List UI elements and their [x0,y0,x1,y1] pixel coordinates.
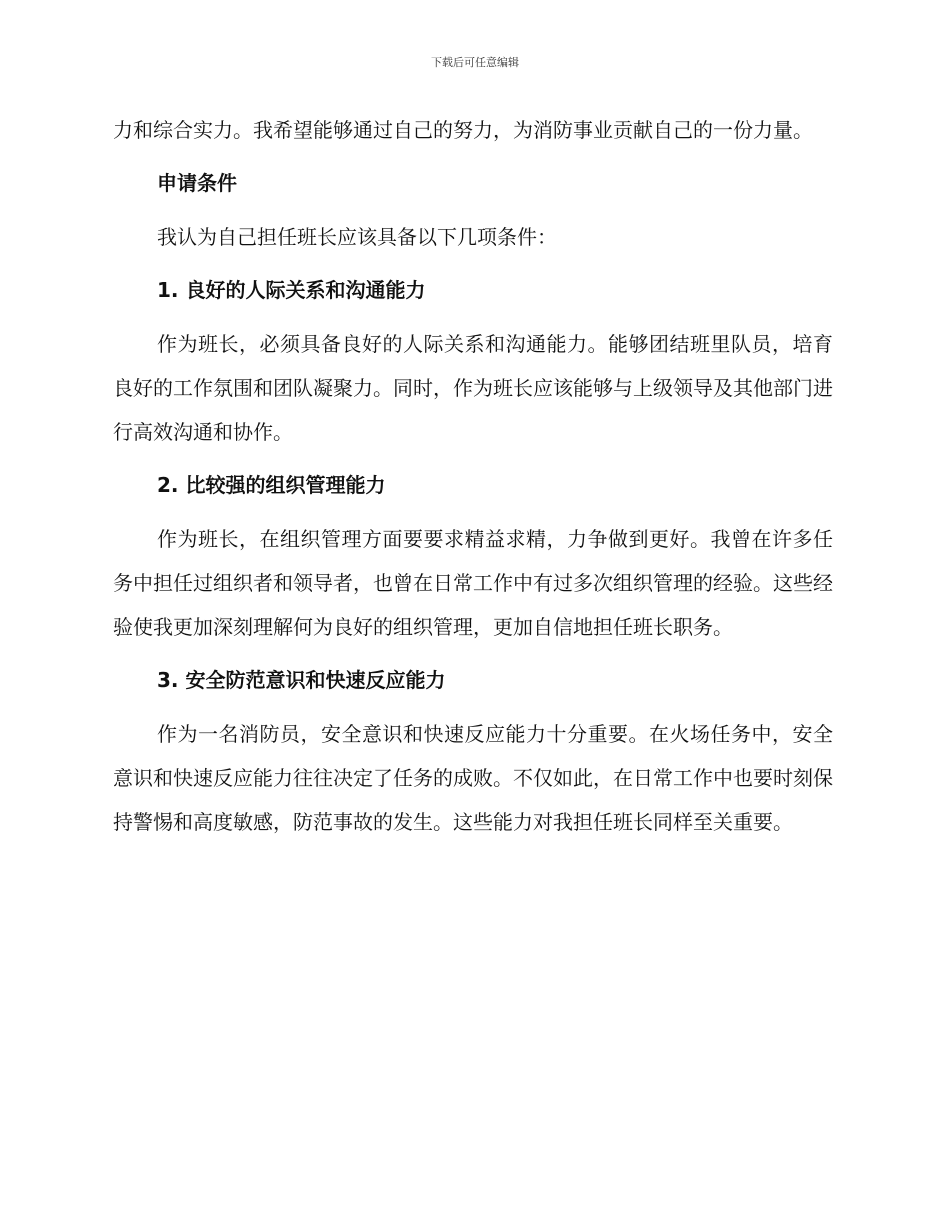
section-title: 申请条件 [157,171,237,195]
item-1-heading: 1. 良好的人际关系和沟通能力 [157,278,426,302]
item-2-heading: 2. 比较强的组织管理能力 [157,473,386,497]
item-2-body: 作为班长，在组织管理方面要要求精益求精，力争做到更好。我曾在许多任务中担任过组织者和领导者，也曾在日常工作中有过多次组织管理的经验。这些经验使我更加深刻理解何为良好的组织管理，更加自信地担任班长职务。 [113,527,833,639]
intro-continuation-paragraph: 力和综合实力。我希望能够通过自己的努力，为消防事业贡献自己的一份力量。 [113,118,813,142]
section-intro-paragraph: 我认为自己担任班长应该具备以下几项条件： [157,225,557,249]
page-header-note: 下载后可任意编辑 [431,56,519,69]
document-body [113,108,833,844]
item-3-body: 作为一名消防员，安全意识和快速反应能力十分重要。在火场任务中，安全意识和快速反应能力往往决定了任务的成败。不仅如此，在日常工作中也要时刻保持警惕和高度敏感，防范事故的发生。这些能力对我担任班长同样至关重要。 [113,722,833,834]
item-3-heading: 3. 安全防范意识和快速反应能力 [157,668,446,692]
item-1-body: 作为班长，必须具备良好的人际关系和沟通能力。能够团结班里队员，培育良好的工作氛围和团队凝聚力。同时，作为班长应该能够与上级领导及其他部门进行高效沟通和协作。 [113,332,833,444]
